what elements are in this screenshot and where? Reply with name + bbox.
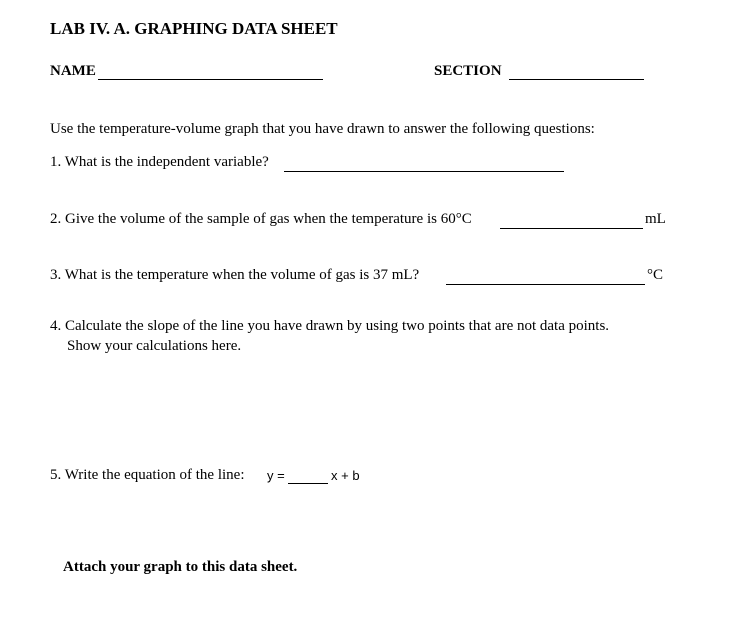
question-3-text: 3. What is the temperature when the volume of gas is 37 mL? — [50, 267, 420, 283]
question-2-answer-field[interactable] — [500, 228, 643, 229]
question-2-unit: mL — [645, 211, 666, 227]
equation-rest: x + b — [331, 468, 360, 483]
section-field[interactable] — [509, 79, 644, 80]
question-1-answer-field[interactable] — [284, 171, 564, 172]
name-label: NAME — [50, 63, 96, 79]
slope-answer-field[interactable] — [288, 483, 328, 484]
question-4-instruction: Show your calculations here. — [67, 338, 242, 354]
attach-graph-note: Attach your graph to this data sheet. — [63, 559, 298, 575]
question-2-text: 2. Give the volume of the sample of gas when the temperature is 60°C — [50, 211, 472, 227]
question-3-unit: °C — [647, 267, 664, 283]
instructions-text: Use the temperature-volume graph that you have drawn to answer the following questions: — [50, 121, 595, 137]
question-3-answer-field[interactable] — [446, 284, 645, 285]
question-4-text: 4. Calculate the slope of the line you have drawn by using two points that are not data points. — [50, 318, 610, 334]
page-title: LAB IV. A. GRAPHING DATA SHEET — [50, 19, 338, 38]
question-5-text: 5. Write the equation of the line: — [50, 467, 245, 483]
question-1-text: 1. What is the independent variable? — [50, 154, 269, 170]
name-field[interactable] — [98, 79, 323, 80]
section-label: SECTION — [434, 63, 502, 79]
equation-y: y = — [267, 468, 285, 483]
